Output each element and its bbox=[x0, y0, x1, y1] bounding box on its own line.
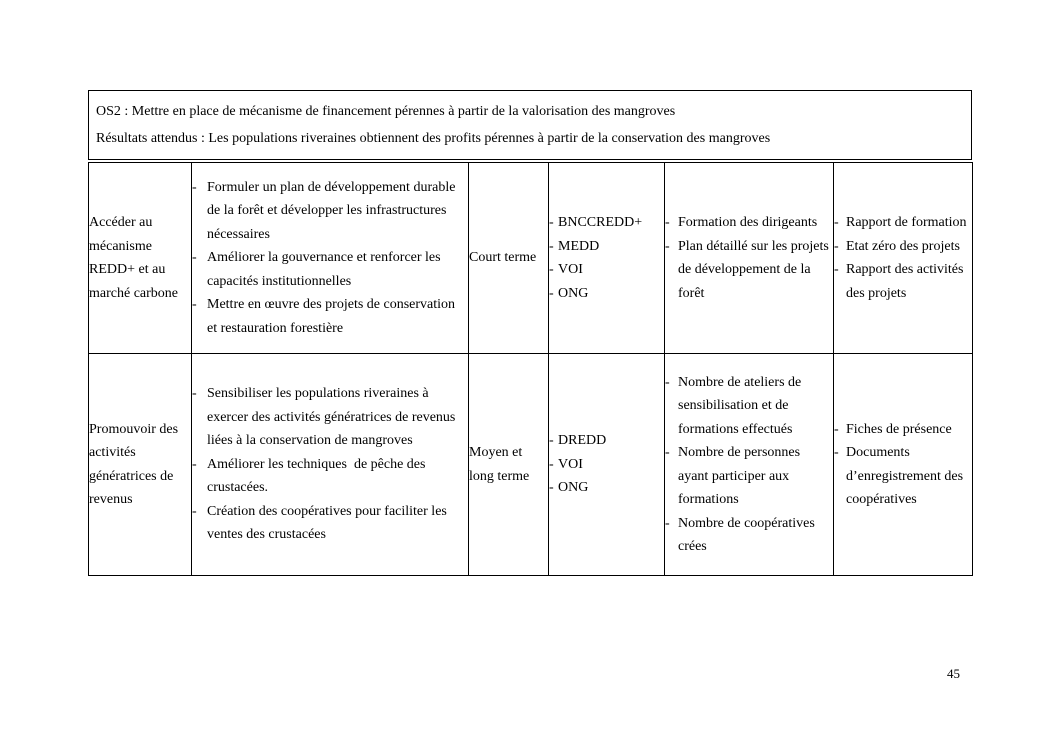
dash-bullet: - bbox=[834, 262, 839, 277]
dash-bullet: - bbox=[665, 445, 670, 460]
dash-bullet: - bbox=[834, 238, 839, 254]
objective-text: Accéder au mécanisme REDD+ et au marché carbone bbox=[89, 215, 178, 301]
objective-text: Promouvoir des activités génératrices de revenus bbox=[89, 421, 179, 507]
actor-text: DREDD bbox=[558, 433, 607, 449]
dash-bullet: - bbox=[665, 515, 670, 531]
activity-text: Améliorer la gouvernance et renforcer les capacités institutionnelles bbox=[207, 250, 441, 289]
table-row-revenus bbox=[89, 354, 973, 576]
term-text: Court terme bbox=[469, 250, 537, 266]
verification-text: Etat zéro des projets bbox=[846, 238, 960, 254]
list-item bbox=[192, 500, 468, 547]
cell-objective bbox=[89, 163, 192, 354]
cell-actors bbox=[549, 354, 665, 576]
list-item bbox=[192, 382, 468, 453]
list-item bbox=[834, 418, 972, 442]
verification-text: Rapport des activités des projets bbox=[846, 262, 964, 301]
dash-bullet: - bbox=[549, 285, 554, 301]
list-item bbox=[665, 371, 833, 442]
indicator-text: Nombre de personnes ayant participer aux formations bbox=[678, 445, 801, 507]
cell-term bbox=[469, 354, 549, 576]
cell-activities bbox=[192, 163, 469, 354]
activity-text: Améliorer les techniques de pêche des crustacées. bbox=[207, 456, 426, 496]
dash-bullet: - bbox=[834, 215, 839, 230]
actor-text: ONG bbox=[558, 285, 589, 301]
dash-bullet: - bbox=[192, 297, 197, 313]
dash-bullet: - bbox=[192, 386, 197, 402]
list-item bbox=[549, 235, 664, 259]
activity-text: Formuler un plan de développement durable de la forêt et développer les infrastructures nécessaires bbox=[207, 179, 456, 242]
indicator-text: Formation des dirigeants bbox=[678, 215, 818, 230]
dash-bullet: - bbox=[549, 238, 554, 254]
term-text: Moyen et long terme bbox=[469, 445, 530, 484]
activity-text: Mettre en œuvre des projets de conservation et restauration forestière bbox=[207, 297, 456, 336]
dash-bullet: - bbox=[665, 374, 670, 390]
cell-activities bbox=[192, 354, 469, 576]
list-item bbox=[192, 293, 468, 340]
dash-bullet: - bbox=[834, 445, 839, 460]
cell-term bbox=[469, 163, 549, 354]
indicator-text: Nombre de coopératives crées bbox=[678, 515, 815, 554]
table-row-redd bbox=[89, 163, 973, 354]
list-item bbox=[192, 176, 468, 247]
list-item bbox=[549, 453, 664, 477]
verification-text: Documents d’enregistrement des coopératives bbox=[846, 445, 964, 507]
dash-bullet: - bbox=[192, 179, 197, 195]
logframe-table bbox=[88, 162, 973, 576]
list-item bbox=[549, 429, 664, 453]
list-item bbox=[192, 246, 468, 293]
cell-actors bbox=[549, 163, 665, 354]
verification-text: Fiches de présence bbox=[846, 421, 952, 437]
list-item bbox=[834, 211, 972, 235]
actor-text: ONG bbox=[558, 480, 589, 496]
dash-bullet: - bbox=[549, 262, 554, 277]
list-item bbox=[665, 235, 833, 306]
list-item bbox=[549, 282, 664, 306]
actor-text: VOI bbox=[558, 456, 583, 472]
dash-bullet: - bbox=[549, 215, 554, 230]
dash-bullet: - bbox=[192, 250, 197, 266]
list-item bbox=[834, 235, 972, 259]
list-item bbox=[665, 512, 833, 559]
cell-indicators bbox=[665, 163, 834, 354]
dash-bullet: - bbox=[834, 421, 839, 437]
objective-header-box bbox=[88, 90, 972, 160]
actor-text: VOI bbox=[558, 262, 583, 277]
list-item bbox=[834, 441, 972, 512]
list-item bbox=[549, 476, 664, 500]
activity-text: Création des coopératives pour faciliter les ventes des crustacées bbox=[207, 503, 447, 543]
dash-bullet: - bbox=[549, 480, 554, 496]
dash-bullet: - bbox=[549, 456, 554, 472]
dash-bullet: - bbox=[192, 456, 197, 472]
page-number: 45 bbox=[947, 666, 960, 681]
list-item bbox=[549, 258, 664, 282]
list-item bbox=[665, 441, 833, 512]
cell-indicators bbox=[665, 354, 834, 576]
expected-results-statement: Résultats attendus : Les populations riveraines obtiennent des profits pérennes à partir de la conservation des mangroves bbox=[96, 131, 771, 146]
dash-bullet: - bbox=[665, 215, 670, 230]
list-item bbox=[834, 258, 972, 305]
activity-text: Sensibiliser les populations riveraines à exercer des activités génératrices de revenus liées à la conservation de mangroves bbox=[207, 386, 456, 449]
indicator-text: Plan détaillé sur les projets de développement de la forêt bbox=[678, 238, 829, 301]
cell-verification bbox=[834, 354, 973, 576]
actor-text: MEDD bbox=[558, 238, 600, 254]
cell-verification bbox=[834, 163, 973, 354]
dash-bullet: - bbox=[665, 238, 670, 254]
objective-statement: OS2 : Mettre en place de mécanisme de financement pérennes à partir de la valorisation des mangroves bbox=[96, 104, 676, 119]
actor-text: BNCCREDD+ bbox=[558, 215, 643, 230]
list-item bbox=[549, 211, 664, 235]
dash-bullet: - bbox=[549, 433, 554, 449]
cell-objective bbox=[89, 354, 192, 576]
list-item bbox=[192, 453, 468, 500]
dash-bullet: - bbox=[192, 503, 197, 519]
verification-text: Rapport de formation bbox=[846, 215, 967, 230]
list-item bbox=[665, 211, 833, 235]
indicator-text: Nombre de ateliers de sensibilisation et de formations effectués bbox=[678, 374, 802, 437]
